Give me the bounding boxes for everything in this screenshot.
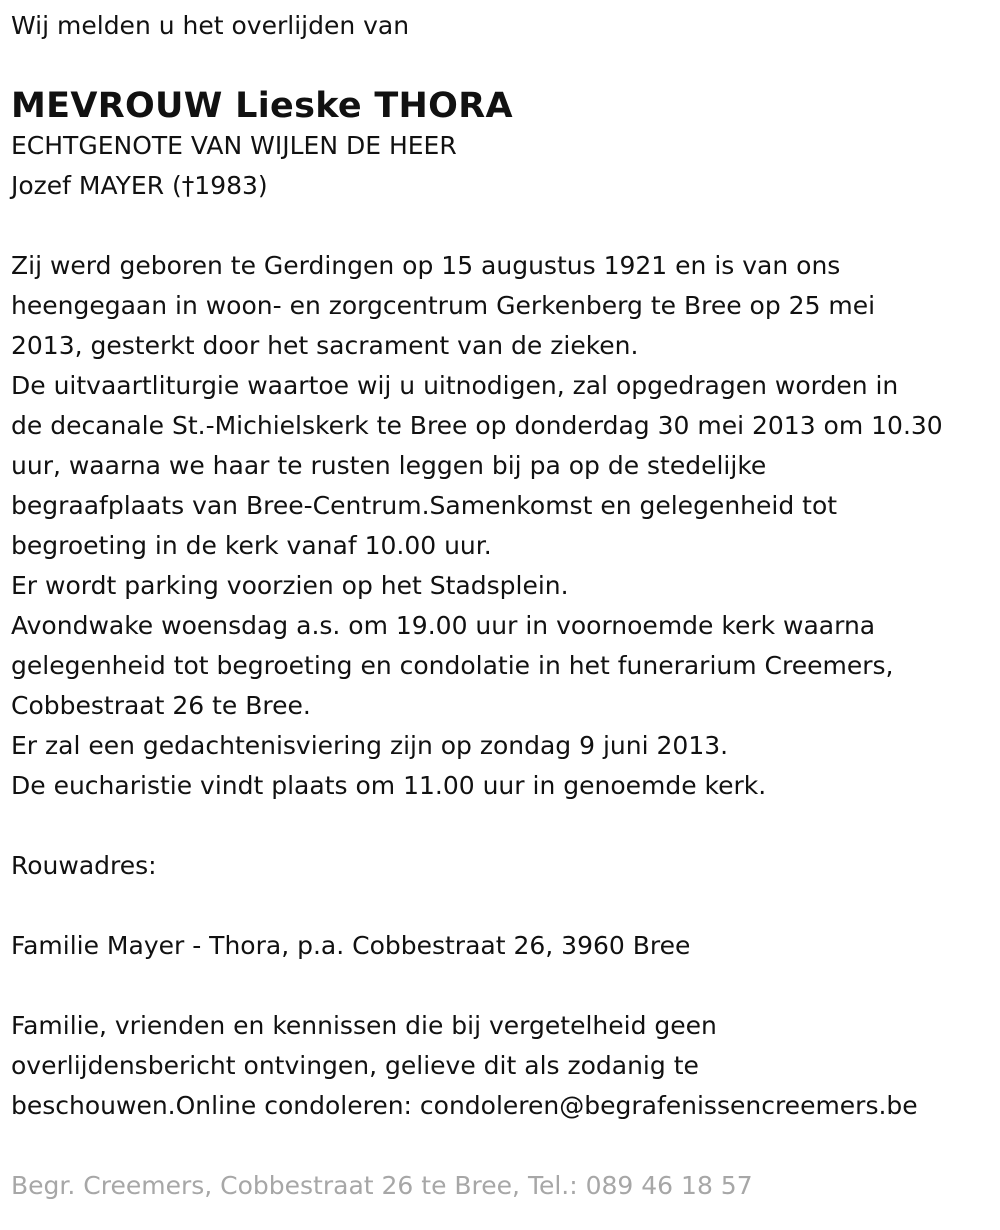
body-line: Er zal een gedachtenisviering zijn op zondag 9 juni 2013. — [11, 731, 729, 760]
body-line: begraafplaats van Bree-Centrum.Samenkomst en gelegenheid tot — [11, 491, 838, 520]
spacer — [11, 1126, 996, 1166]
closing-text — [11, 1006, 996, 1126]
body-line: De uitvaartliturgie waartoe wij u uitnodigen, zal opgedragen worden in — [11, 371, 899, 400]
body-line: 2013, gesterkt door het sacrament van de zieken. — [11, 331, 639, 360]
body-line: Cobbestraat 26 te Bree. — [11, 691, 311, 720]
spacer — [11, 966, 996, 1006]
intro-text: Wij melden u het overlijden van — [11, 11, 410, 40]
death-notice — [11, 6, 996, 1206]
body-line: gelegenheid tot begroeting en condolatie in het funerarium Creemers, — [11, 651, 894, 680]
deceased-name: MEVROUW Lieske THORA — [11, 86, 513, 126]
body-line: begroeting in de kerk vanaf 10.00 uur. — [11, 531, 492, 560]
closing-line: beschouwen.Online condoleren: condoleren@begrafenissencreemers.be — [11, 1091, 918, 1120]
spacer — [11, 806, 996, 846]
mourning-address: Familie Mayer - Thora, p.a. Cobbestraat 26, 3960 Bree — [11, 931, 691, 960]
spouse-line-2: Jozef MAYER (†1983) — [11, 171, 268, 200]
funeral-home-footer: Begr. Creemers, Cobbestraat 26 te Bree, Tel.: 089 46 18 57 — [11, 1171, 753, 1200]
spacer — [11, 886, 996, 926]
closing-line: Familie, vrienden en kennissen die bij vergetelheid geen — [11, 1011, 717, 1040]
closing-line: overlijdensbericht ontvingen, gelieve dit als zodanig te — [11, 1051, 699, 1080]
spacer — [11, 46, 996, 86]
body-line: Zij werd geboren te Gerdingen op 15 augustus 1921 en is van ons — [11, 251, 841, 280]
body-line: uur, waarna we haar te rusten leggen bij pa op de stedelijke — [11, 451, 767, 480]
spouse-line-1: ECHTGENOTE VAN WIJLEN DE HEER — [11, 131, 457, 160]
body-line: De eucharistie vindt plaats om 11.00 uur in genoemde kerk. — [11, 771, 767, 800]
body-line: Er wordt parking voorzien op het Stadsplein. — [11, 571, 569, 600]
spacer — [11, 206, 996, 246]
body-line: heengegaan in woon- en zorgcentrum Gerkenberg te Bree op 25 mei — [11, 291, 876, 320]
body-line: Avondwake woensdag a.s. om 19.00 uur in voornoemde kerk waarna — [11, 611, 876, 640]
address-label: Rouwadres: — [11, 851, 157, 880]
body-line: de decanale St.-Michielskerk te Bree op donderdag 30 mei 2013 om 10.30 — [11, 411, 943, 440]
notice-body — [11, 246, 996, 806]
